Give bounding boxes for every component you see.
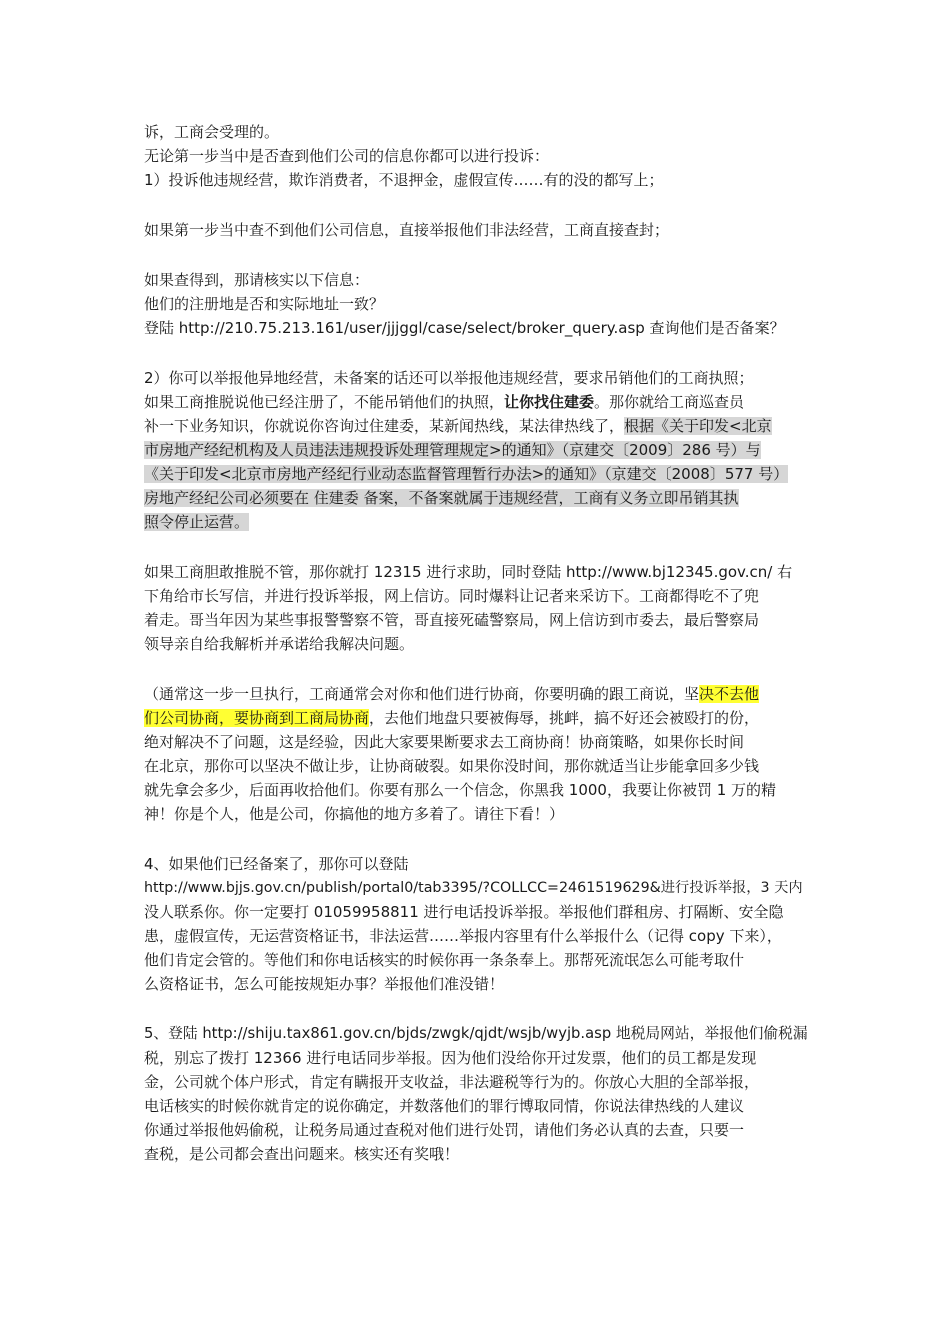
text-line: 着走。哥当年因为某些事报警警察不管，哥直接死磕警察局，网上信访到市委去，最后警察局 [144,611,760,629]
blank-line [144,534,812,560]
blank-line [144,656,812,682]
text-line [144,682,812,706]
text-line [144,438,812,462]
bold-phrase: 让你找住建委 [504,393,595,411]
text-line [144,462,812,486]
gray-highlight: 市房地产经纪机构及人员违法违规投诉处理管理规定>的通知》（京建交〔2009〕286 号）与 [144,441,761,459]
text-line: 金，公司就个体户形式，肯定有瞒报开支收益，非法避税等行为的。你放心大胆的全部举报， [144,1073,760,1091]
text-line: 领导亲自给我解析并承诺给我解决问题。 [144,635,415,653]
text-line: 没人联系你。你一定要打 01059958811 进行电话投诉举报。举报他们群租房、打隔断、安全隐 [144,903,784,921]
gray-highlight: 照令停止运营。 [144,513,250,531]
text-line: 如果工商胆敢推脱不管，那你就打 12315 进行求助，同时登陆 http://www.bj12345.gov.cn/ 右 [144,563,793,581]
text-line: 2）你可以举报他异地经营，未备案的话还可以举报他违规经营，要求吊销他们的工商执照； [144,369,754,387]
gray-highlight: 根据《关于印发<北京 [624,417,772,435]
text-line: 在北京，那你可以坚决不做让步，让协商破裂。如果你没时间，那你就适当让步能拿回多少钱 [144,757,760,775]
text-line: 5、登陆 http://shiju.tax861.gov.cn/bjds/zwgk/qjdt/wsjb/wyjb.asp 地税局网站，举报他们偷税漏 [144,1025,808,1042]
text-run: 补一下业务知识，你就说你咨询过住建委，某新闻热线，某法律热线了， [144,417,625,435]
paragraph-1 [144,120,812,192]
text-line: 患，虚假宣传，无运营资格证书，非法运营……举报内容里有什么举报什么（记得 copy 下来）， [144,927,782,945]
text-line: 诉，工商会受理的。 [144,123,280,141]
text-line: 下角给市长写信，并进行投诉举报，网上信访。同时爆料让记者来采访下。工商都得吃不了兜 [144,587,760,605]
gray-highlight: 房地产经纪公司必须要在 住建委 备案，不备案就属于违规经营，工商有义务立即吊销其执 [144,489,739,507]
text-line: 么资格证书，怎么可能按规矩办事？举报他们准没错！ [144,975,505,993]
blank-line [144,192,812,218]
text-line: http://www.bjjs.gov.cn/publish/portal0/tab3395/?COLLCC=2461519629&进行投诉举报，3 天内 [144,880,803,896]
paragraph-7 [144,852,812,996]
blank-line [144,826,812,852]
yellow-highlight: 们公司协商，要协商到工商局协商 [144,709,370,727]
blank-line [144,996,812,1022]
text-line: 他们的注册地是否和实际地址一致？ [144,295,385,313]
text-run: 。那你就给工商巡查员 [594,393,745,411]
text-line [144,390,812,414]
text-run: ，去他们地盘只要被侮辱，挑衅，搞不好还会被殴打的份， [369,709,760,727]
text-line: 你通过举报他妈偷税，让税务局通过查税对他们进行处罚，请他们务必认真的去查，只要一 [144,1121,745,1139]
text-line: 如果查得到，那请核实以下信息： [144,271,370,289]
text-line: 神！你是个人，他是公司，你搞他的地方多着了。请往下看！） [144,805,565,823]
text-line: 登陆 http://210.75.213.161/user/jjjggl/case/select/broker_query.asp 查询他们是否备案？ [144,319,785,337]
text-line: 1）投诉他违规经营，欺诈消费者，不退押金，虚假宣传……有的没的都写上； [144,171,664,189]
text-line: 4、如果他们已经备案了，那你可以登陆 [144,855,409,873]
blank-line [144,242,812,268]
text-line: 查税，是公司都会查出问题来。核实还有奖哦！ [144,1145,460,1163]
blank-line [144,340,812,366]
paragraph-8 [144,1022,812,1166]
document-page [144,120,812,1166]
paragraph-2: 如果第一步当中查不到他们公司信息，直接举报他们非法经营，工商直接查封； [144,221,670,239]
text-run: （通常这一步一旦执行，工商通常会对你和他们进行协商，你要明确的跟工商说，坚 [144,685,700,703]
text-line: 就先拿会多少，后面再收拾他们。你要有那么一个信念，你黑我 1000，我要让你被罚 1 万的精 [144,781,777,799]
text-line [144,486,812,510]
paragraph-5 [144,560,812,656]
text-line: 无论第一步当中是否查到他们公司的信息你都可以进行投诉： [144,147,550,165]
text-line [144,706,812,730]
paragraph-3 [144,268,812,340]
text-line: 税，别忘了拨打 12366 进行电话同步举报。因为他们没给你开过发票，他们的员工都是发现 [144,1049,757,1067]
yellow-highlight: 决不去他 [699,685,760,703]
paragraph-6 [144,682,812,826]
paragraph-4 [144,366,812,534]
text-line: 电话核实的时候你就肯定的说你确定，并数落他们的罪行博取同情，你说法律热线的人建议 [144,1097,745,1115]
text-line: 他们肯定会管的。等他们和你电话核实的时候你再一条条奉上。那帮死流氓怎么可能考取什 [144,951,745,969]
text-line: 绝对解决不了问题，这是经验，因此大家要果断要求去工商协商！协商策略，如果你长时间 [144,733,745,751]
text-run: 如果工商推脱说他已经注册了，不能吊销他们的执照， [144,393,505,411]
text-line [144,510,812,534]
text-line [144,414,812,438]
gray-highlight: 《关于印发<北京市房地产经纪行业动态监督管理暂行办法>的通知》（京建交〔2008〕577 号） [144,465,789,483]
